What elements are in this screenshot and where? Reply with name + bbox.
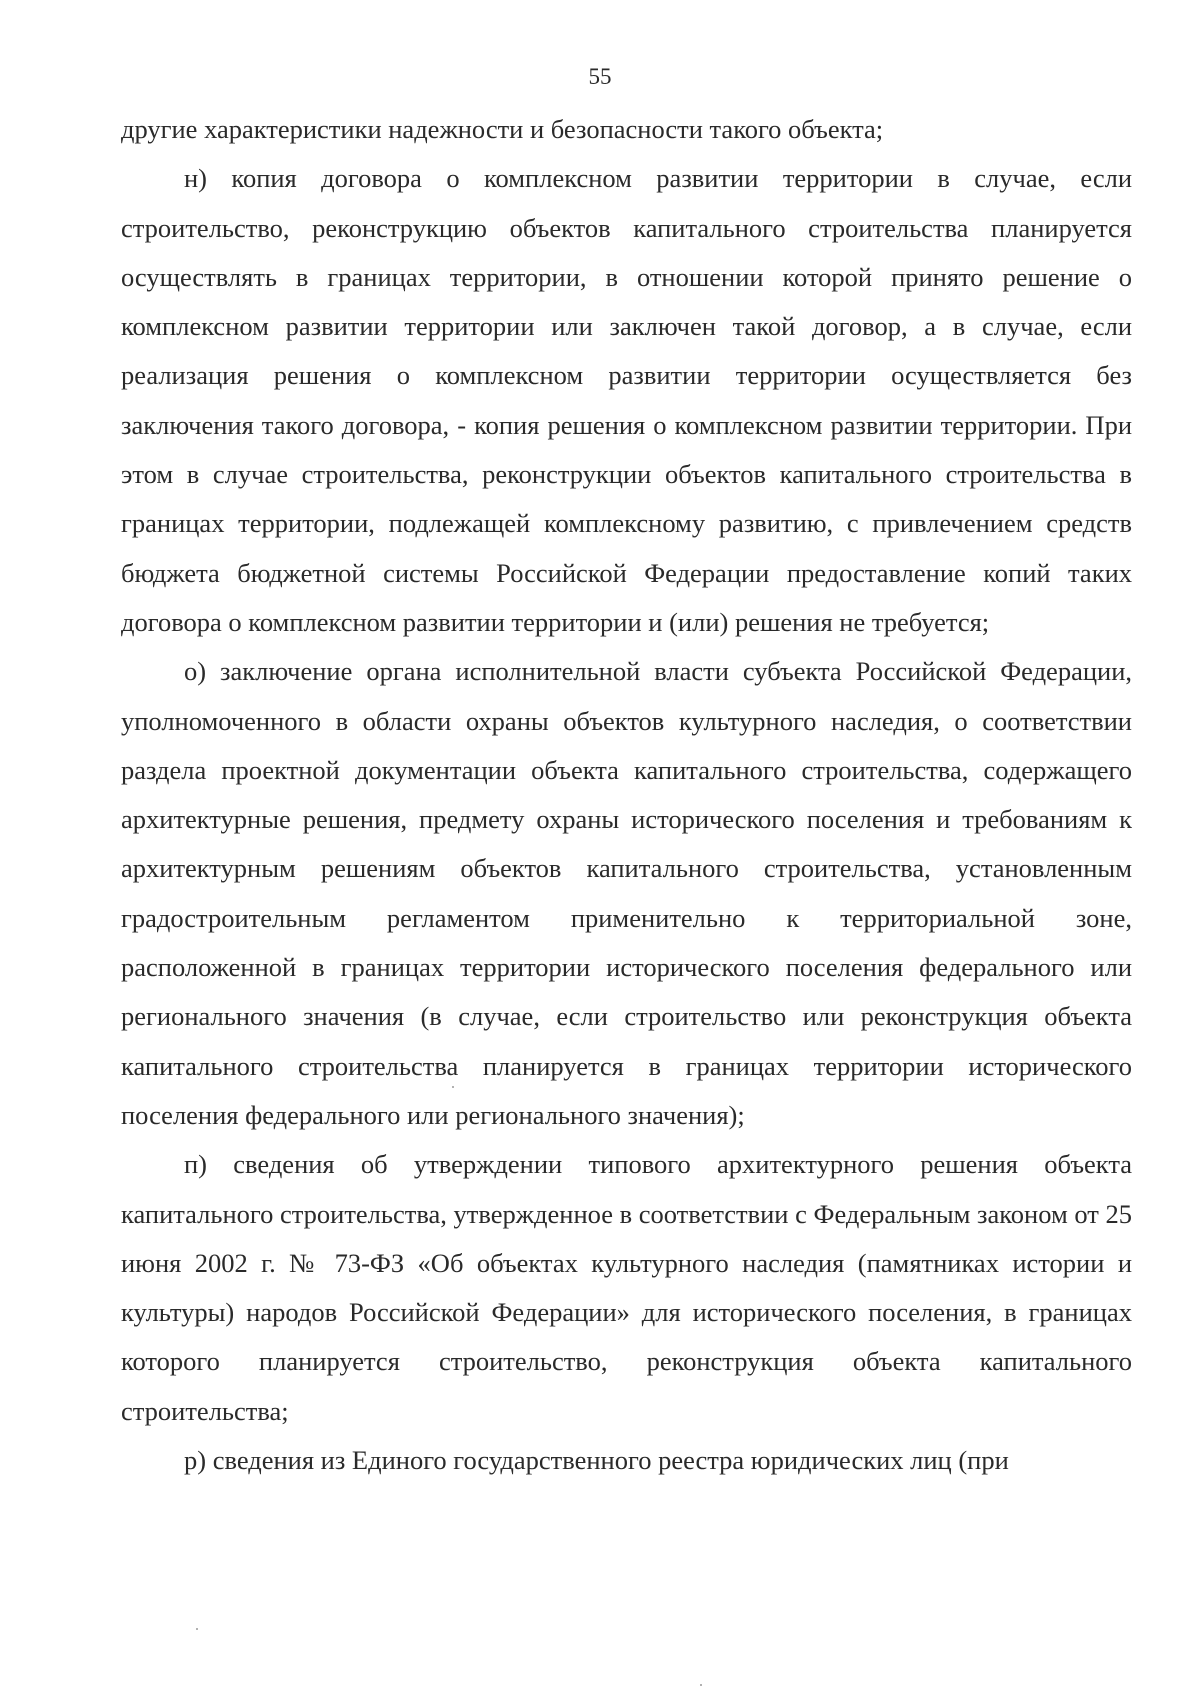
scan-speck [700, 1684, 702, 1686]
paragraph-item-o: о) заключение органа исполнительной власти субъекта Российской Федерации, уполномоченного в области охраны объектов культурного наследия, о соответствии раздела проектной документации объекта капитального строительства, содержащего архитектурные решения, предмету охраны исторического поселения и требованиям к архитектурным решениям объектов капитального строительства, установленным градостроительным регламентом применительно к территориальной зоне, расположенной в границах территории исторического поселения федерального или регионального значения (в случае, если строительство или реконструкция объекта капитального строительства планируется в границах территории исторического поселения федерального или регионального значения); [121, 656, 1132, 1130]
paragraph-item-p: п) сведения об утверждении типового архитектурного решения объекта капитального строительства, утвержденное в соответствии с Федеральным законом от 25 июня 2002 г. № 73-ФЗ «Об объектах культурного наследия (памятниках истории и культуры) народов Российской Федерации» для исторического поселения, в границах которого планируется строительство, реконструкция объекта капитального строительства; [121, 1149, 1132, 1426]
paragraph-item-r: р) сведения из Единого государственного реестра юридических лиц (при [184, 1445, 1009, 1476]
document-body [121, 105, 1132, 1485]
scan-speck [196, 1628, 198, 1630]
paragraph-item-n: н) копия договора о комплексном развитии территории в случае, если строительство, реконструкцию объектов капитального строительства планируется осуществлять в границах территории, в отношении которой принято решение о комплексном развитии территории или заключен такой договор, а в случае, если реализация решения о комплексном развитии территории осуществляется без заключения такого договора, - копия решения о комплексном развитии территории. При этом в случае строительства, реконструкции объектов капитального строительства в границах территории, подлежащей комплексному развитию, с привлечением средств бюджета бюджетной системы Российской Федерации предоставление копий таких договора о комплексном развитии территории и (или) решения не требуется; [121, 163, 1132, 637]
paragraph-continuation: другие характеристики надежности и безопасности такого объекта; [121, 114, 884, 144]
scan-speck [452, 1086, 454, 1088]
page-number: 55 [588, 64, 612, 89]
